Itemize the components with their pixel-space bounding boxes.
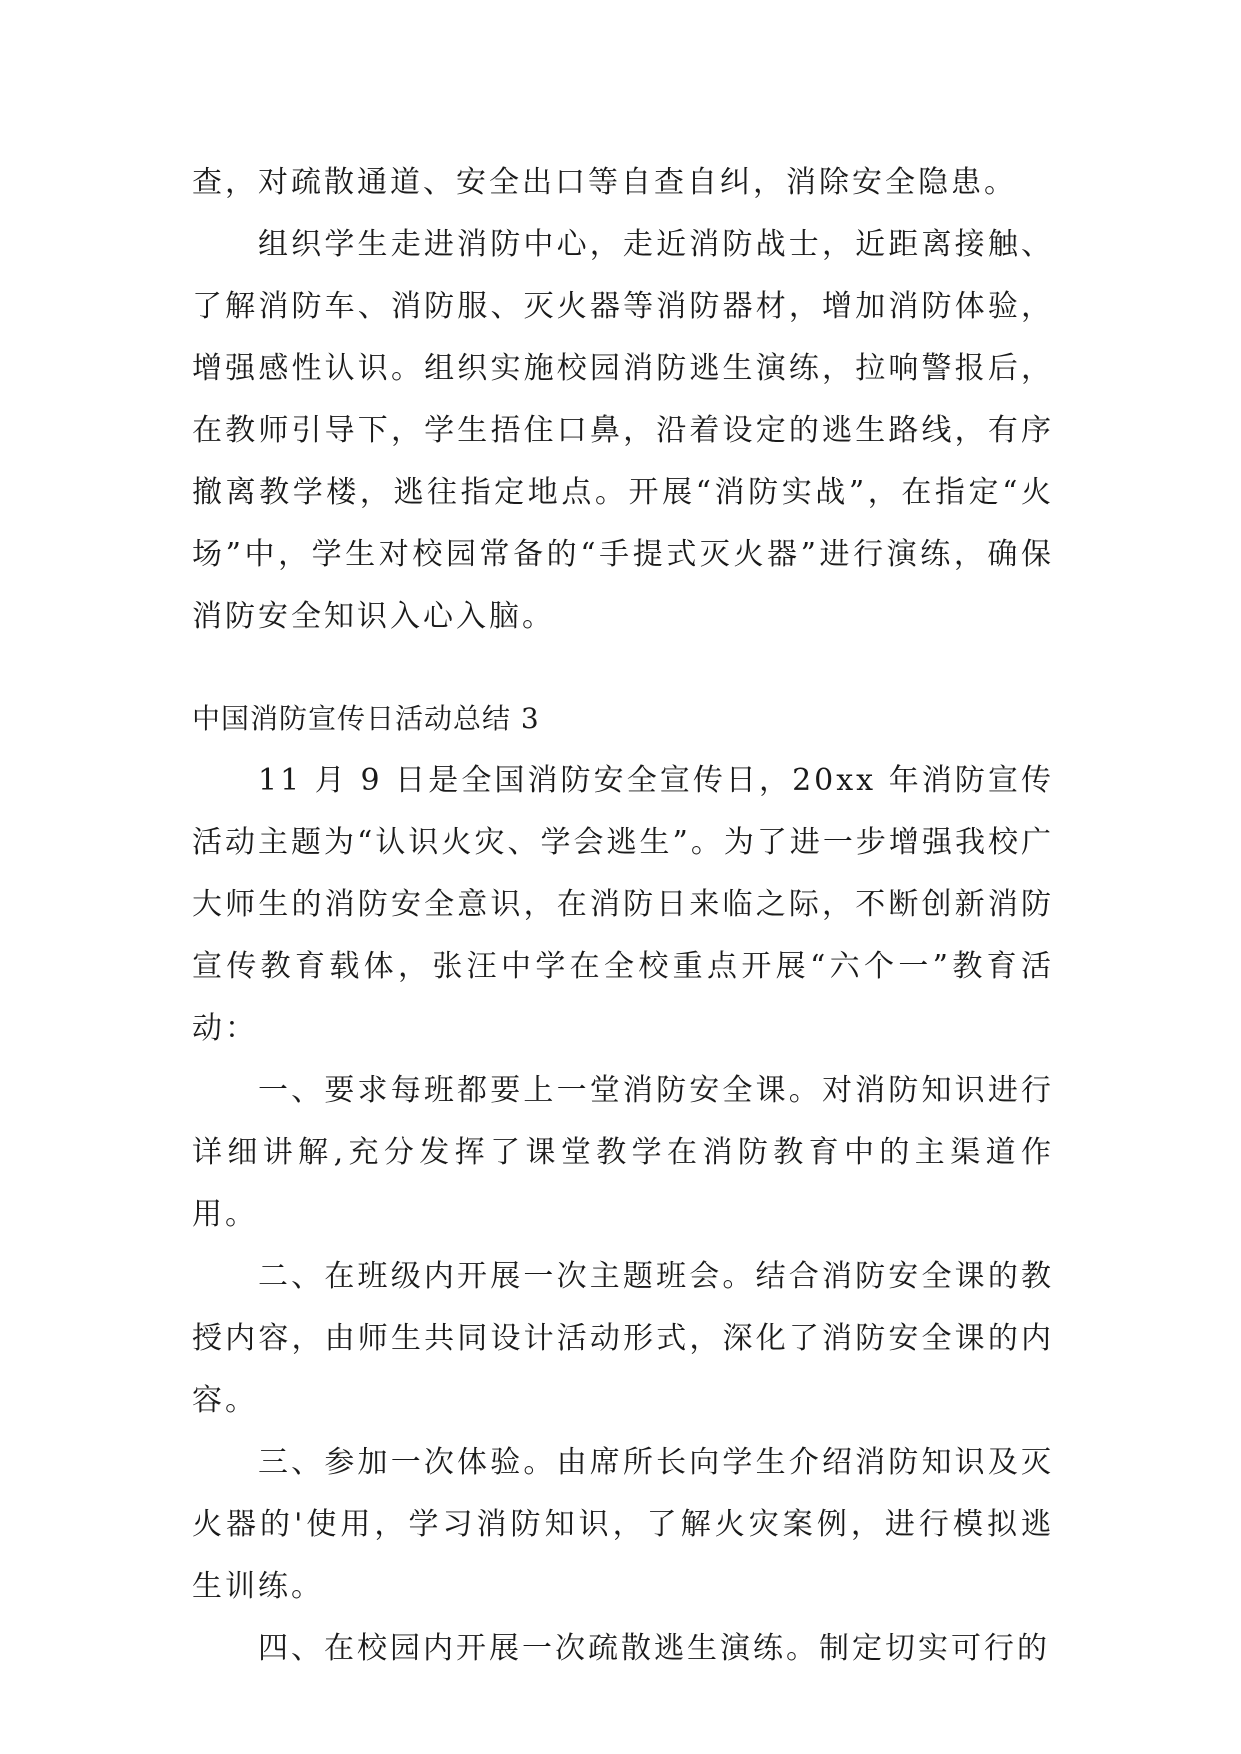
paragraph: 11 月 9 日是全国消防安全宣传日，20xx 年消防宣传活动主题为“认识火灾、学会逃生”。为了进一步增强我校广大师生的消防安全意识，在消防日来临之际，不断创新消防宣传教育载体，张汪中学在全校重点开展“六个一”教育活动：: [192, 763, 1054, 1046]
paragraph: 查，对疏散通道、安全出口等自查自纠，消除安全隐患。: [192, 165, 1017, 200]
paragraph: 一、要求每班都要上一堂消防安全课。对消防知识进行详细讲解,充分发挥了课堂教学在消防教育中的主渠道作用。: [192, 1073, 1054, 1232]
document-body: [192, 152, 1054, 1680]
paragraph: 组织学生走进消防中心，走近消防战士，近距离接触、了解消防车、消防服、灭火器等消防器材，增加消防体验，增强感性认识。组织实施校园消防逃生演练，拉响警报后，在教师引导下，学生捂住口鼻，沿着设定的逃生路线，有序撤离教学楼，逃往指定地点。开展“消防实战”，在指定“火场”中，学生对校园常备的“手提式灭火器”进行演练，确保消防安全知识入心入脑。: [192, 227, 1054, 634]
paragraph: 二、在班级内开展一次主题班会。结合消防安全课的教授内容，由师生共同设计活动形式，深化了消防安全课的内容。: [192, 1259, 1054, 1418]
paragraph: 三、参加一次体验。由席所长向学生介绍消防知识及灭火器的'使用，学习消防知识，了解火灾案例，进行模拟逃生训练。: [192, 1445, 1054, 1604]
paragraph: 四、在校园内开展一次疏散逃生演练。制定切实可行的: [258, 1631, 1050, 1666]
section-heading: 中国消防宣传日活动总结 3: [192, 702, 540, 735]
